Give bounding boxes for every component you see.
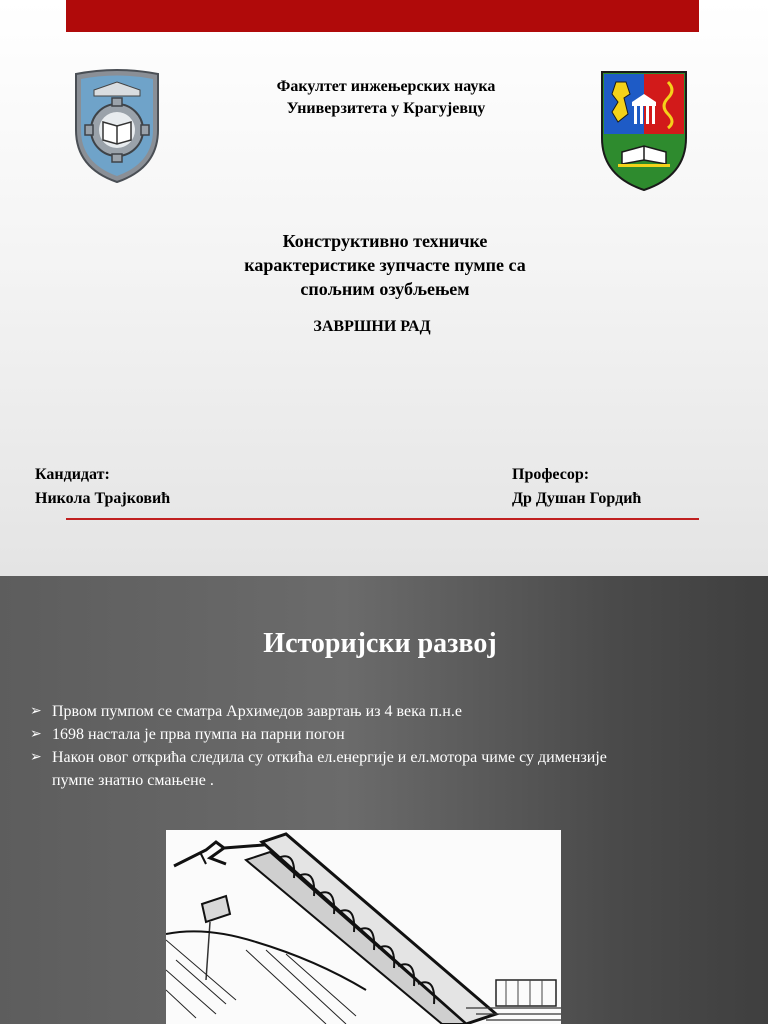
faculty-line-1: Факултет инжењерских наука (276, 78, 496, 95)
bullet-text: 1698 настала је прва пумпа на парни погон (52, 726, 345, 743)
list-item (30, 700, 650, 723)
faculty-name (180, 76, 592, 120)
professor-name: Др Душан Гордић (512, 490, 642, 507)
history-slide (0, 576, 768, 1024)
title-line-2: карактеристике зупчасте пумпе са (244, 255, 526, 275)
candidate-name: Никола Трајковић (35, 490, 171, 507)
professor-label: Професор: (512, 466, 590, 483)
list-item (30, 723, 650, 746)
thesis-title (150, 229, 620, 301)
candidate-block (35, 463, 170, 511)
title-line-3: спољним озубљењем (300, 279, 470, 299)
candidate-label: Кандидат: (35, 466, 110, 483)
arrow-bullet-icon: ➢ (30, 703, 42, 719)
slide-heading: Историјски развој (263, 628, 497, 659)
title-line-1: Конструктивно техничке (282, 231, 488, 251)
divider-line (66, 518, 699, 520)
faculty-emblem-icon (72, 68, 162, 184)
archimedes-screw-illustration-icon (166, 830, 561, 1024)
university-coat-of-arms-icon (598, 68, 690, 192)
list-item (30, 746, 650, 792)
bullet-list (30, 700, 650, 792)
arrow-bullet-icon: ➢ (30, 749, 42, 765)
professor-block (512, 463, 641, 511)
thesis-type: ЗАВРШНИ РАД (313, 318, 431, 335)
faculty-line-2: Универзитета у Крагујевцу (286, 100, 486, 117)
bullet-text: Првом пумпом се сматра Архимедов завртањ из 4 века п.н.е (52, 703, 462, 720)
arrow-bullet-icon: ➢ (30, 726, 42, 742)
bullet-text: Након овог открића следила су откића ел.енергије и ел.мотора чиме су димензије пумпе знатно смањене . (52, 749, 607, 789)
top-accent-bar (66, 0, 699, 32)
